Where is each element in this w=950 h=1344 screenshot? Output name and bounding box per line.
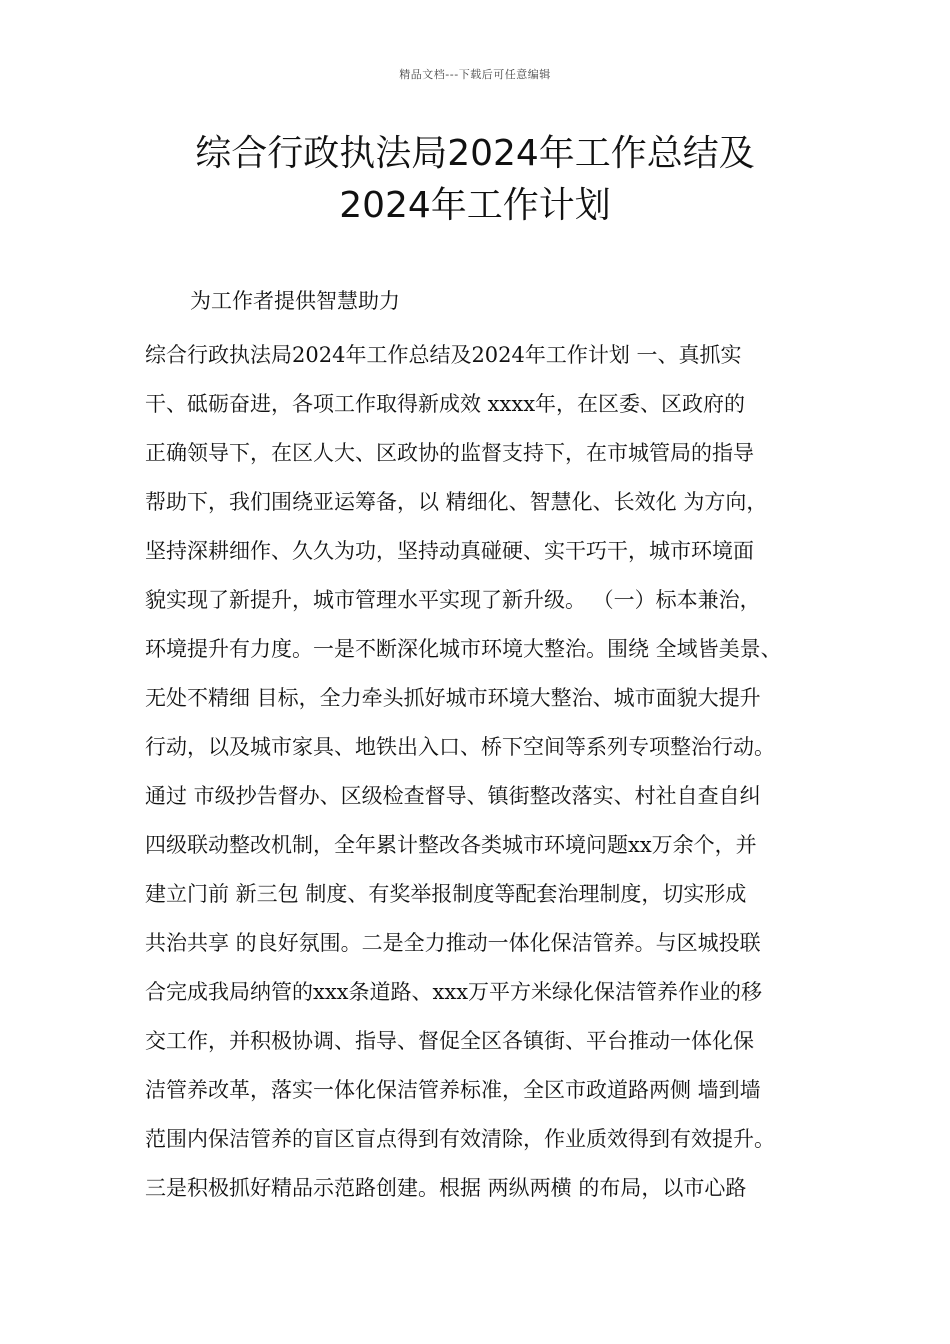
body-line: 合完成我局纳管的xxx条道路、xxx万平方米绿化保洁管养作业的移 <box>145 980 763 1004</box>
body-line: 坚持深耕细作、久久为功，坚持动真碰硬、实干巧干，城市环境面 <box>145 539 754 563</box>
page-header-watermark: 精品文档---下载后可任意编辑 <box>399 68 551 81</box>
body-line: 洁管养改革，落实一体化保洁管养标准，全区市政道路两侧 墙到墙 <box>145 1078 761 1102</box>
body-line: 交工作，并积极协调、指导、督促全区各镇街、平台推动一体化保 <box>145 1029 754 1053</box>
body-line: 综合行政执法局2024年工作总结及2024年工作计划 一、真抓实 <box>145 343 742 367</box>
body-line: 无处不精细 目标，全力牵头抓好城市环境大整治、城市面貌大提升 <box>145 686 761 710</box>
document-subtitle: 为工作者提供智慧助力 <box>190 289 400 313</box>
body-line: 共治共享 的良好氛围。二是全力推动一体化保洁管养。与区城投联 <box>145 931 761 955</box>
document-title-line-2: 2024年工作计划 <box>339 185 611 226</box>
body-paragraph <box>145 331 830 1213</box>
body-line: 范围内保洁管养的盲区盲点得到有效清除，作业质效得到有效提升。 <box>145 1127 775 1151</box>
body-line: 三是积极抓好精品示范路创建。根据 两纵两横 的布局，以市心路 <box>145 1176 747 1200</box>
document-title <box>0 128 950 232</box>
body-line: 干、砥砺奋进，各项工作取得新成效 xxxx年，在区委、区政府的 <box>145 392 746 416</box>
body-line: 正确领导下，在区人大、区政协的监督支持下，在市城管局的指导 <box>145 441 754 465</box>
body-line: 行动，以及城市家具、地铁出入口、桥下空间等系列专项整治行动。 <box>145 735 775 759</box>
body-line: 帮助下，我们围绕亚运筹备，以 精细化、智慧化、长效化 为方向， <box>145 490 768 514</box>
body-line: 环境提升有力度。一是不断深化城市环境大整治。围绕 全域皆美景、 <box>145 637 782 661</box>
document-title-line-1: 综合行政执法局2024年工作总结及 <box>195 133 755 174</box>
body-line: 通过 市级抄告督办、区级检查督导、镇街整改落实、村社自查自纠 <box>145 784 761 808</box>
body-line: 四级联动整改机制，全年累计整改各类城市环境问题xx万余个，并 <box>145 833 757 857</box>
body-line: 建立门前 新三包 制度、有奖举报制度等配套治理制度，切实形成 <box>145 882 747 906</box>
body-line: 貌实现了新提升，城市管理水平实现了新升级。 （一）标本兼治， <box>145 588 761 612</box>
